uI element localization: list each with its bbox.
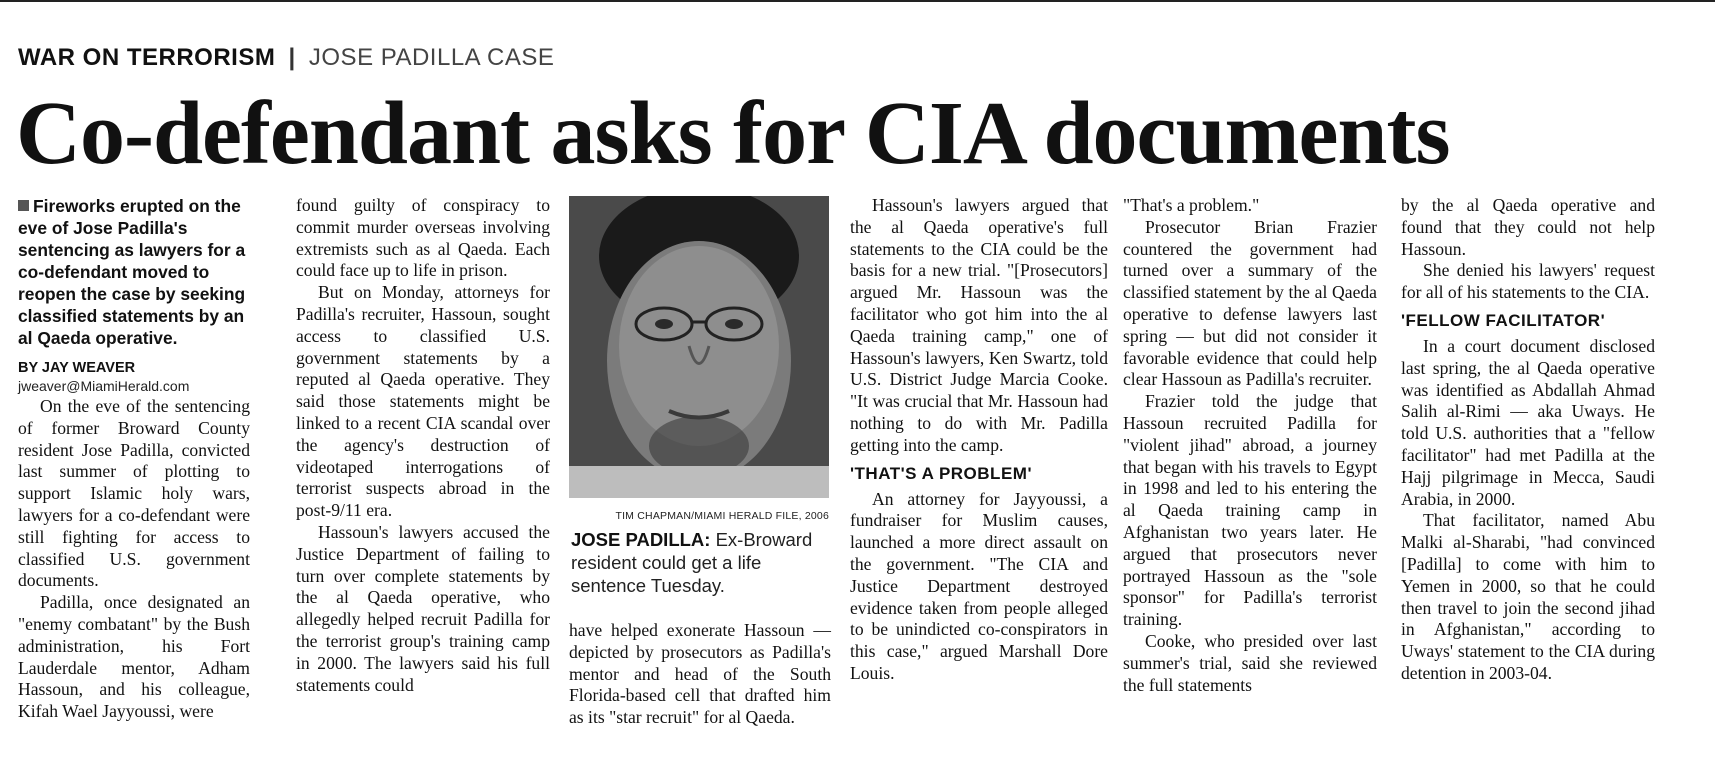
article-column-1 bbox=[18, 195, 250, 723]
photo-credit: TIM CHAPMAN/MIAMI HERALD FILE, 2006 bbox=[615, 510, 829, 522]
article-column-4 bbox=[850, 195, 1108, 685]
portrait-image bbox=[569, 196, 829, 498]
kicker-topic: JOSE PADILLA CASE bbox=[308, 44, 555, 71]
headline: Co-defendant asks for CIA documents bbox=[16, 84, 1450, 183]
paragraph: have helped exonerate Hassoun — depicted by prosecutors as Padilla's mentor and head of the South Florida-based cell that drafted him as its "star recruit" for al Qaeda. bbox=[569, 620, 831, 728]
paragraph: On the eve of the sentencing of former Broward County resident Jose Padilla, convicted last summer of plotting to support Islamic holy wars, lawyers for a co-defendant were still fighting for access to classified U.S. government documents. bbox=[18, 396, 250, 591]
byline: BY JAY WEAVER bbox=[18, 360, 136, 376]
section-kicker bbox=[18, 44, 554, 72]
photo-caption bbox=[571, 528, 831, 597]
article-column-6 bbox=[1401, 195, 1655, 685]
caption-lead: JOSE PADILLA: bbox=[571, 529, 711, 550]
paragraph: "That's a problem." bbox=[1123, 195, 1260, 215]
author-email: jweaver@MiamiHerald.com bbox=[18, 378, 190, 394]
caption-text: Ex-Broward resident could get a life sentence Tuesday. bbox=[571, 529, 813, 596]
article-column-5 bbox=[1123, 195, 1377, 696]
paragraph: Hassoun's lawyers accused the Justice Department of failing to turn over complete statements by the al Qaeda operative, who allegedly helped recruit Padilla for the terrorist group's training camp in 2000. The lawyers said his full statements could bbox=[296, 521, 550, 695]
kicker-section: WAR ON TERRORISM bbox=[18, 44, 276, 71]
top-rule bbox=[0, 0, 1715, 2]
paragraph: Padilla, once designated an "enemy combatant" by the Bush administration, his Fort Lauderdale mentor, Adham Hassoun, and his colleague, Kifah Wael Jayyoussi, were bbox=[18, 592, 250, 722]
deck-text: Fireworks erupted on the eve of Jose Padilla's sentencing as lawyers for a co-defendant moved to reopen the case by seeking classified statements by an al Qaeda operative. bbox=[18, 196, 246, 348]
kicker-separator: | bbox=[288, 44, 296, 71]
paragraph: But on Monday, attorneys for Padilla's recruiter, Hassoun, sought access to classified U.S. government statements by a reputed al Qaeda operative. They said those statements might be linked to a recent CIA scandal over the agency's destruction of videotaped interrogations of terrorist suspects abroad in the post-9/11 era. bbox=[296, 282, 550, 521]
paragraph: Cooke, who presided over last summer's trial, said she reviewed the full statements bbox=[1123, 630, 1377, 695]
paragraph: In a court document disclosed last spring, the al Qaeda operative was identified as Abdallah Ahmad Salih al-Rimi — aka Uways. He told U.S. authorities that a "fellow facilitator" had met Padilla at the Hajj pilgrimage in Mecca, Saudi Arabia, in 2000. bbox=[1401, 335, 1655, 509]
paragraph: An attorney for Jayyoussi, a fundraiser for Muslim causes, launched a more direct assault on the government. "The CIA and Justice Department destroyed evidence taken from people alleged to be unindicted co-conspirators in this case," argued Marshall Dore Louis. bbox=[850, 488, 1108, 683]
deck bbox=[18, 195, 250, 349]
paragraph: found guilty of conspiracy to commit murder overseas involving extremists such as al Qaeda. Each could face up to life in prison. bbox=[296, 195, 550, 281]
paragraph: Hassoun's lawyers argued that the al Qaeda operative's full statements to the CIA could be the basis for a new trial. "[Prosecutors] argued Mr. Hassoun was the facilitator who got him into the al Qaeda training camp," one of Hassoun's lawyers, Ken Swartz, told U.S. District Judge Marcia Cooke. "It was crucial that Mr. Hassoun had nothing to do with Mr. Padilla getting into the camp. bbox=[850, 195, 1108, 455]
paragraph: Prosecutor Brian Frazier countered the government had turned over a summary of the classified statement by the al Qaeda operative to defense lawyers last spring — but did not consider it favorable evidence that could help clear Hassoun as Padilla's recruiter. bbox=[1123, 216, 1377, 390]
paragraph: Frazier told the judge that Hassoun recruited Padilla for "violent jihad" abroad, a journey that began with his travels to Egypt in 1998 and led to his entering the al Qaeda training camp in Afghanistan two years later. He argued that prosecutors never portrayed Hassoun as the "sole sponsor" for Padilla's terrorist training. bbox=[1123, 391, 1377, 630]
bullet-square-icon bbox=[18, 200, 29, 211]
subhead-fellow-facilitator: 'FELLOW FACILITATOR' bbox=[1401, 310, 1606, 330]
subhead-thats-a-problem: 'THAT'S A PROBLEM' bbox=[850, 463, 1032, 483]
paragraph: by the al Qaeda operative and found that they could not help Hassoun. bbox=[1401, 195, 1655, 259]
article-column-2 bbox=[296, 195, 550, 696]
article-column-3 bbox=[569, 620, 831, 729]
photo-jose-padilla bbox=[569, 196, 829, 498]
paragraph: That facilitator, named Abu Malki al-Sharabi, "had convinced [Padilla] to come with him to Yemen in 2000, so that he could then travel to join the second jihad in Afghanistan," according to Uways' statement to the CIA during detention in 2003-04. bbox=[1401, 510, 1655, 683]
paragraph: She denied his lawyers' request for all of his statements to the CIA. bbox=[1401, 260, 1655, 303]
